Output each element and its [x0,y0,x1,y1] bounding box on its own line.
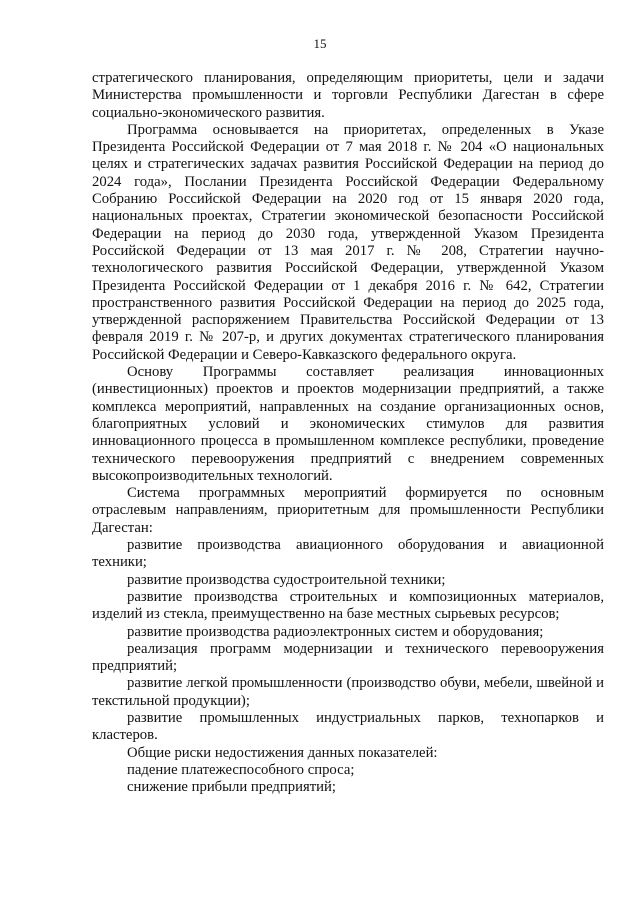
list-item: развитие производства судостроительной техники; [127,571,446,588]
list-item: развитие производства строительных и композиционных материалов, изделий из стекла, преимущественно на базе местных сырьевых ресурсов; [92,588,604,623]
page-number: 15 [313,36,327,51]
list-item: развитие производства авиационного оборудования и авиационной техники; [92,537,604,571]
paragraph: Программа основывается на приоритетах, определенных в Указе Президента Российской Федерации от 7 мая 2018 г. № 204 «О национальных целях и стратегических задачах развития Российской Федерации на период до 2024 года», Послании Президента Российской Федерации Федеральному Собранию Российской Федерации на 2020 год от 15 января 2020 года, национальных проектах, Стратегии экономической безопасности Российской Федерации на период до 2030 года, утвержденной Указом Президента Российской Федерации от 13 мая 2017 г. № 208, Стратегии научно-технологического развития Российской Федерации, утвержденной Указом Президента Российской Федерации от 1 декабря 2016 г. № 642, Стратегии пространственного развития Российской Федерации на период до 2025 года, утвержденной распоряжением Правительства Российской Федерации от 13 февраля 2019 г. № 207-р, и других документах стратегического планирования Российской Федерации и Северо-Кавказского федерального округа. [92,121,604,363]
paragraph: Основу Программы составляет реализация инновационных (инвестиционных) проектов и проектов модернизации предприятий, а также комплекса мероприятий, направленных на создание организационных основ, благоприятных условий и экономических стимулов для развития инновационного процесса в промышленном комплексе республики, проведение технического перевооружения предприятий с внедрением современных высокопроизводительных технологий. [92,364,604,484]
list-item: развитие промышленных индустриальных парков, технопарков и кластеров. [92,709,604,744]
list-item: развитие производства радиоэлектронных систем и оборудования; [127,623,544,640]
list-item: реализация программ модернизации и технического перевооружения предприятий; [92,640,604,675]
paragraph: Общие риски недостижения данных показателей: [127,744,438,761]
list-item: развитие легкой промышленности (производство обуви, мебели, швейной и текстильной продукции); [92,675,604,709]
paragraph: Система программных мероприятий формируется по основным отраслевым направлениям, приоритетным для промышленности Республики Дагестан: [92,485,604,536]
list-item: снижение прибыли предприятий; [127,779,336,796]
document-body [92,70,604,796]
list-item: падение платежеспособного спроса; [127,761,355,778]
paragraph: стратегического планирования, определяющим приоритеты, цели и задачи Министерства промышленности и торговли Республики Дагестан в сфере социально-экономического развития. [92,70,604,121]
